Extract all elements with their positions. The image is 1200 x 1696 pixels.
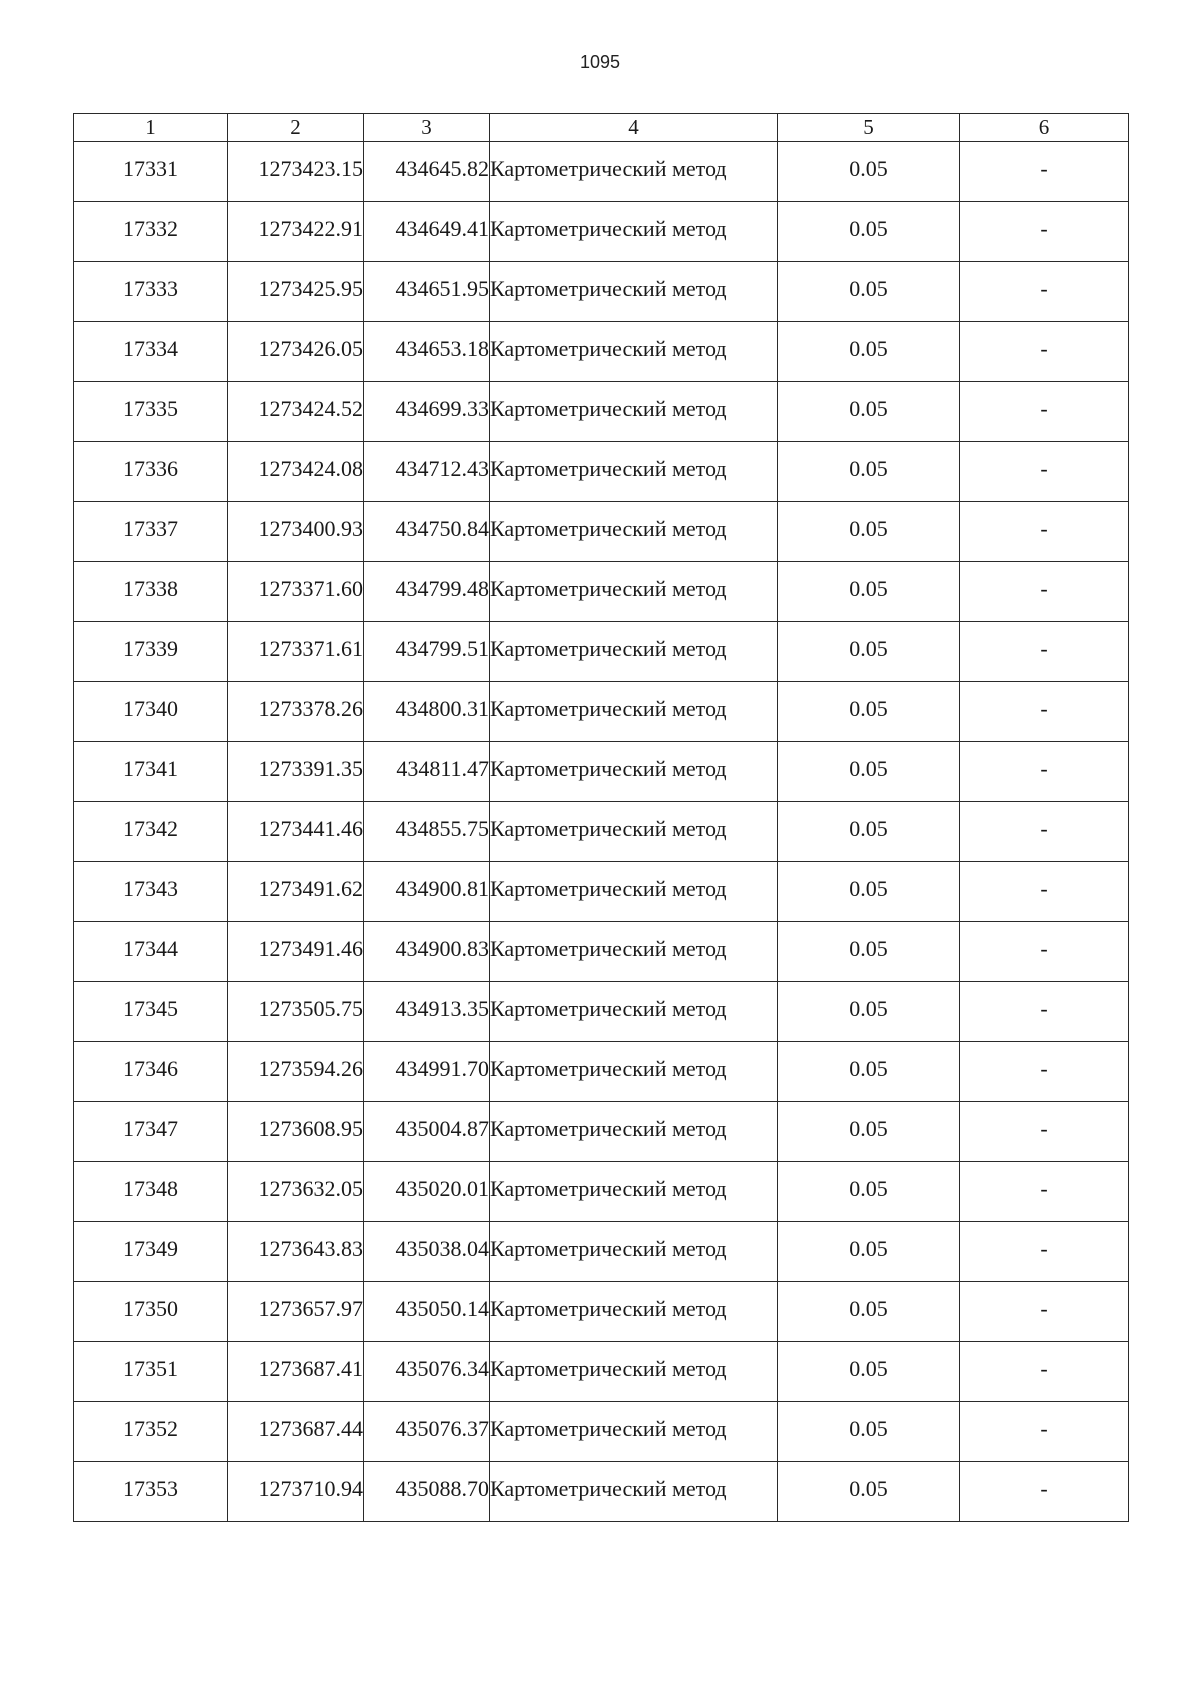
note-cell: - [960, 682, 1129, 742]
method-cell: Картометрический метод [490, 262, 778, 322]
note-cell: - [960, 862, 1129, 922]
column-header-6: 6 [960, 114, 1129, 142]
accuracy-cell: 0.05 [778, 622, 960, 682]
method-cell: Картометрический метод [490, 862, 778, 922]
accuracy-cell: 0.05 [778, 1342, 960, 1402]
x-coordinate-cell: 1273710.94 [228, 1462, 364, 1522]
x-coordinate-cell: 1273505.75 [228, 982, 364, 1042]
point-number-cell: 17336 [74, 442, 228, 502]
table-row [74, 682, 1129, 742]
method-cell: Картометрический метод [490, 622, 778, 682]
table-row [74, 502, 1129, 562]
x-coordinate-cell: 1273687.41 [228, 1342, 364, 1402]
x-coordinate-cell: 1273594.26 [228, 1042, 364, 1102]
table-row [74, 1462, 1129, 1522]
point-number-cell: 17338 [74, 562, 228, 622]
note-cell: - [960, 1462, 1129, 1522]
point-number-cell: 17351 [74, 1342, 228, 1402]
y-coordinate-cell: 434645.82 [364, 142, 490, 202]
table-row [74, 562, 1129, 622]
y-coordinate-cell: 434712.43 [364, 442, 490, 502]
coordinates-table [73, 113, 1129, 1522]
y-coordinate-cell: 434913.35 [364, 982, 490, 1042]
method-cell: Картометрический метод [490, 322, 778, 382]
method-cell: Картометрический метод [490, 742, 778, 802]
y-coordinate-cell: 434649.41 [364, 202, 490, 262]
x-coordinate-cell: 1273371.60 [228, 562, 364, 622]
table-row [74, 262, 1129, 322]
accuracy-cell: 0.05 [778, 502, 960, 562]
x-coordinate-cell: 1273424.08 [228, 442, 364, 502]
note-cell: - [960, 982, 1129, 1042]
point-number-cell: 17349 [74, 1222, 228, 1282]
accuracy-cell: 0.05 [778, 802, 960, 862]
y-coordinate-cell: 434900.83 [364, 922, 490, 982]
point-number-cell: 17347 [74, 1102, 228, 1162]
x-coordinate-cell: 1273378.26 [228, 682, 364, 742]
table-row [74, 1282, 1129, 1342]
method-cell: Картометрический метод [490, 1402, 778, 1462]
note-cell: - [960, 1342, 1129, 1402]
note-cell: - [960, 142, 1129, 202]
point-number-cell: 17333 [74, 262, 228, 322]
method-cell: Картометрический метод [490, 802, 778, 862]
y-coordinate-cell: 434799.51 [364, 622, 490, 682]
y-coordinate-cell: 434900.81 [364, 862, 490, 922]
note-cell: - [960, 1402, 1129, 1462]
table-row [74, 1042, 1129, 1102]
note-cell: - [960, 1042, 1129, 1102]
method-cell: Картометрический метод [490, 682, 778, 742]
note-cell: - [960, 382, 1129, 442]
y-coordinate-cell: 434651.95 [364, 262, 490, 322]
note-cell: - [960, 922, 1129, 982]
x-coordinate-cell: 1273491.46 [228, 922, 364, 982]
y-coordinate-cell: 435020.01 [364, 1162, 490, 1222]
table-row [74, 622, 1129, 682]
note-cell: - [960, 502, 1129, 562]
accuracy-cell: 0.05 [778, 1162, 960, 1222]
note-cell: - [960, 442, 1129, 502]
point-number-cell: 17332 [74, 202, 228, 262]
y-coordinate-cell: 435076.34 [364, 1342, 490, 1402]
point-number-cell: 17350 [74, 1282, 228, 1342]
accuracy-cell: 0.05 [778, 1042, 960, 1102]
method-cell: Картометрический метод [490, 202, 778, 262]
y-coordinate-cell: 435076.37 [364, 1402, 490, 1462]
table-row [74, 802, 1129, 862]
point-number-cell: 17348 [74, 1162, 228, 1222]
point-number-cell: 17335 [74, 382, 228, 442]
table-row [74, 382, 1129, 442]
accuracy-cell: 0.05 [778, 922, 960, 982]
method-cell: Картометрический метод [490, 1162, 778, 1222]
x-coordinate-cell: 1273424.52 [228, 382, 364, 442]
method-cell: Картометрический метод [490, 1462, 778, 1522]
y-coordinate-cell: 435004.87 [364, 1102, 490, 1162]
x-coordinate-cell: 1273643.83 [228, 1222, 364, 1282]
note-cell: - [960, 1222, 1129, 1282]
note-cell: - [960, 1282, 1129, 1342]
y-coordinate-cell: 434653.18 [364, 322, 490, 382]
y-coordinate-cell: 434811.47 [364, 742, 490, 802]
y-coordinate-cell: 435038.04 [364, 1222, 490, 1282]
note-cell: - [960, 742, 1129, 802]
x-coordinate-cell: 1273422.91 [228, 202, 364, 262]
point-number-cell: 17343 [74, 862, 228, 922]
table-row [74, 922, 1129, 982]
method-cell: Картометрический метод [490, 1222, 778, 1282]
x-coordinate-cell: 1273371.61 [228, 622, 364, 682]
table-row [74, 322, 1129, 382]
column-header-5: 5 [778, 114, 960, 142]
point-number-cell: 17339 [74, 622, 228, 682]
x-coordinate-cell: 1273426.05 [228, 322, 364, 382]
accuracy-cell: 0.05 [778, 322, 960, 382]
accuracy-cell: 0.05 [778, 1402, 960, 1462]
method-cell: Картометрический метод [490, 502, 778, 562]
x-coordinate-cell: 1273425.95 [228, 262, 364, 322]
point-number-cell: 17337 [74, 502, 228, 562]
y-coordinate-cell: 434855.75 [364, 802, 490, 862]
point-number-cell: 17334 [74, 322, 228, 382]
column-header-3: 3 [364, 114, 490, 142]
note-cell: - [960, 622, 1129, 682]
method-cell: Картометрический метод [490, 142, 778, 202]
method-cell: Картометрический метод [490, 982, 778, 1042]
table-row [74, 862, 1129, 922]
x-coordinate-cell: 1273687.44 [228, 1402, 364, 1462]
column-header-2: 2 [228, 114, 364, 142]
accuracy-cell: 0.05 [778, 142, 960, 202]
table-row [74, 1222, 1129, 1282]
note-cell: - [960, 562, 1129, 622]
accuracy-cell: 0.05 [778, 382, 960, 442]
note-cell: - [960, 1162, 1129, 1222]
table-row [74, 142, 1129, 202]
method-cell: Картометрический метод [490, 1282, 778, 1342]
method-cell: Картометрический метод [490, 1342, 778, 1402]
y-coordinate-cell: 434799.48 [364, 562, 490, 622]
accuracy-cell: 0.05 [778, 742, 960, 802]
method-cell: Картометрический метод [490, 1102, 778, 1162]
y-coordinate-cell: 434750.84 [364, 502, 490, 562]
note-cell: - [960, 1102, 1129, 1162]
table-row [74, 1342, 1129, 1402]
accuracy-cell: 0.05 [778, 1462, 960, 1522]
accuracy-cell: 0.05 [778, 262, 960, 322]
x-coordinate-cell: 1273391.35 [228, 742, 364, 802]
x-coordinate-cell: 1273400.93 [228, 502, 364, 562]
x-coordinate-cell: 1273657.97 [228, 1282, 364, 1342]
table-row [74, 1162, 1129, 1222]
table-row [74, 442, 1129, 502]
point-number-cell: 17342 [74, 802, 228, 862]
x-coordinate-cell: 1273491.62 [228, 862, 364, 922]
table-row [74, 1102, 1129, 1162]
note-cell: - [960, 262, 1129, 322]
accuracy-cell: 0.05 [778, 442, 960, 502]
note-cell: - [960, 322, 1129, 382]
point-number-cell: 17346 [74, 1042, 228, 1102]
table-row [74, 982, 1129, 1042]
table-header [74, 114, 1129, 142]
accuracy-cell: 0.05 [778, 1102, 960, 1162]
column-header-4: 4 [490, 114, 778, 142]
method-cell: Картометрический метод [490, 442, 778, 502]
accuracy-cell: 0.05 [778, 682, 960, 742]
accuracy-cell: 0.05 [778, 1222, 960, 1282]
accuracy-cell: 0.05 [778, 562, 960, 622]
point-number-cell: 17331 [74, 142, 228, 202]
page-number: 1095 [579, 52, 621, 72]
point-number-cell: 17353 [74, 1462, 228, 1522]
table-row [74, 742, 1129, 802]
column-header-1: 1 [74, 114, 228, 142]
table-row [74, 202, 1129, 262]
note-cell: - [960, 802, 1129, 862]
table-body [74, 142, 1129, 1522]
method-cell: Картометрический метод [490, 922, 778, 982]
y-coordinate-cell: 434991.70 [364, 1042, 490, 1102]
header-row [74, 114, 1129, 142]
note-cell: - [960, 202, 1129, 262]
point-number-cell: 17344 [74, 922, 228, 982]
y-coordinate-cell: 434800.31 [364, 682, 490, 742]
point-number-cell: 17341 [74, 742, 228, 802]
y-coordinate-cell: 435088.70 [364, 1462, 490, 1522]
x-coordinate-cell: 1273608.95 [228, 1102, 364, 1162]
accuracy-cell: 0.05 [778, 202, 960, 262]
table-row [74, 1402, 1129, 1462]
method-cell: Картометрический метод [490, 562, 778, 622]
x-coordinate-cell: 1273632.05 [228, 1162, 364, 1222]
x-coordinate-cell: 1273423.15 [228, 142, 364, 202]
point-number-cell: 17340 [74, 682, 228, 742]
point-number-cell: 17352 [74, 1402, 228, 1462]
x-coordinate-cell: 1273441.46 [228, 802, 364, 862]
accuracy-cell: 0.05 [778, 862, 960, 922]
method-cell: Картометрический метод [490, 1042, 778, 1102]
point-number-cell: 17345 [74, 982, 228, 1042]
accuracy-cell: 0.05 [778, 1282, 960, 1342]
method-cell: Картометрический метод [490, 382, 778, 442]
accuracy-cell: 0.05 [778, 982, 960, 1042]
y-coordinate-cell: 435050.14 [364, 1282, 490, 1342]
y-coordinate-cell: 434699.33 [364, 382, 490, 442]
